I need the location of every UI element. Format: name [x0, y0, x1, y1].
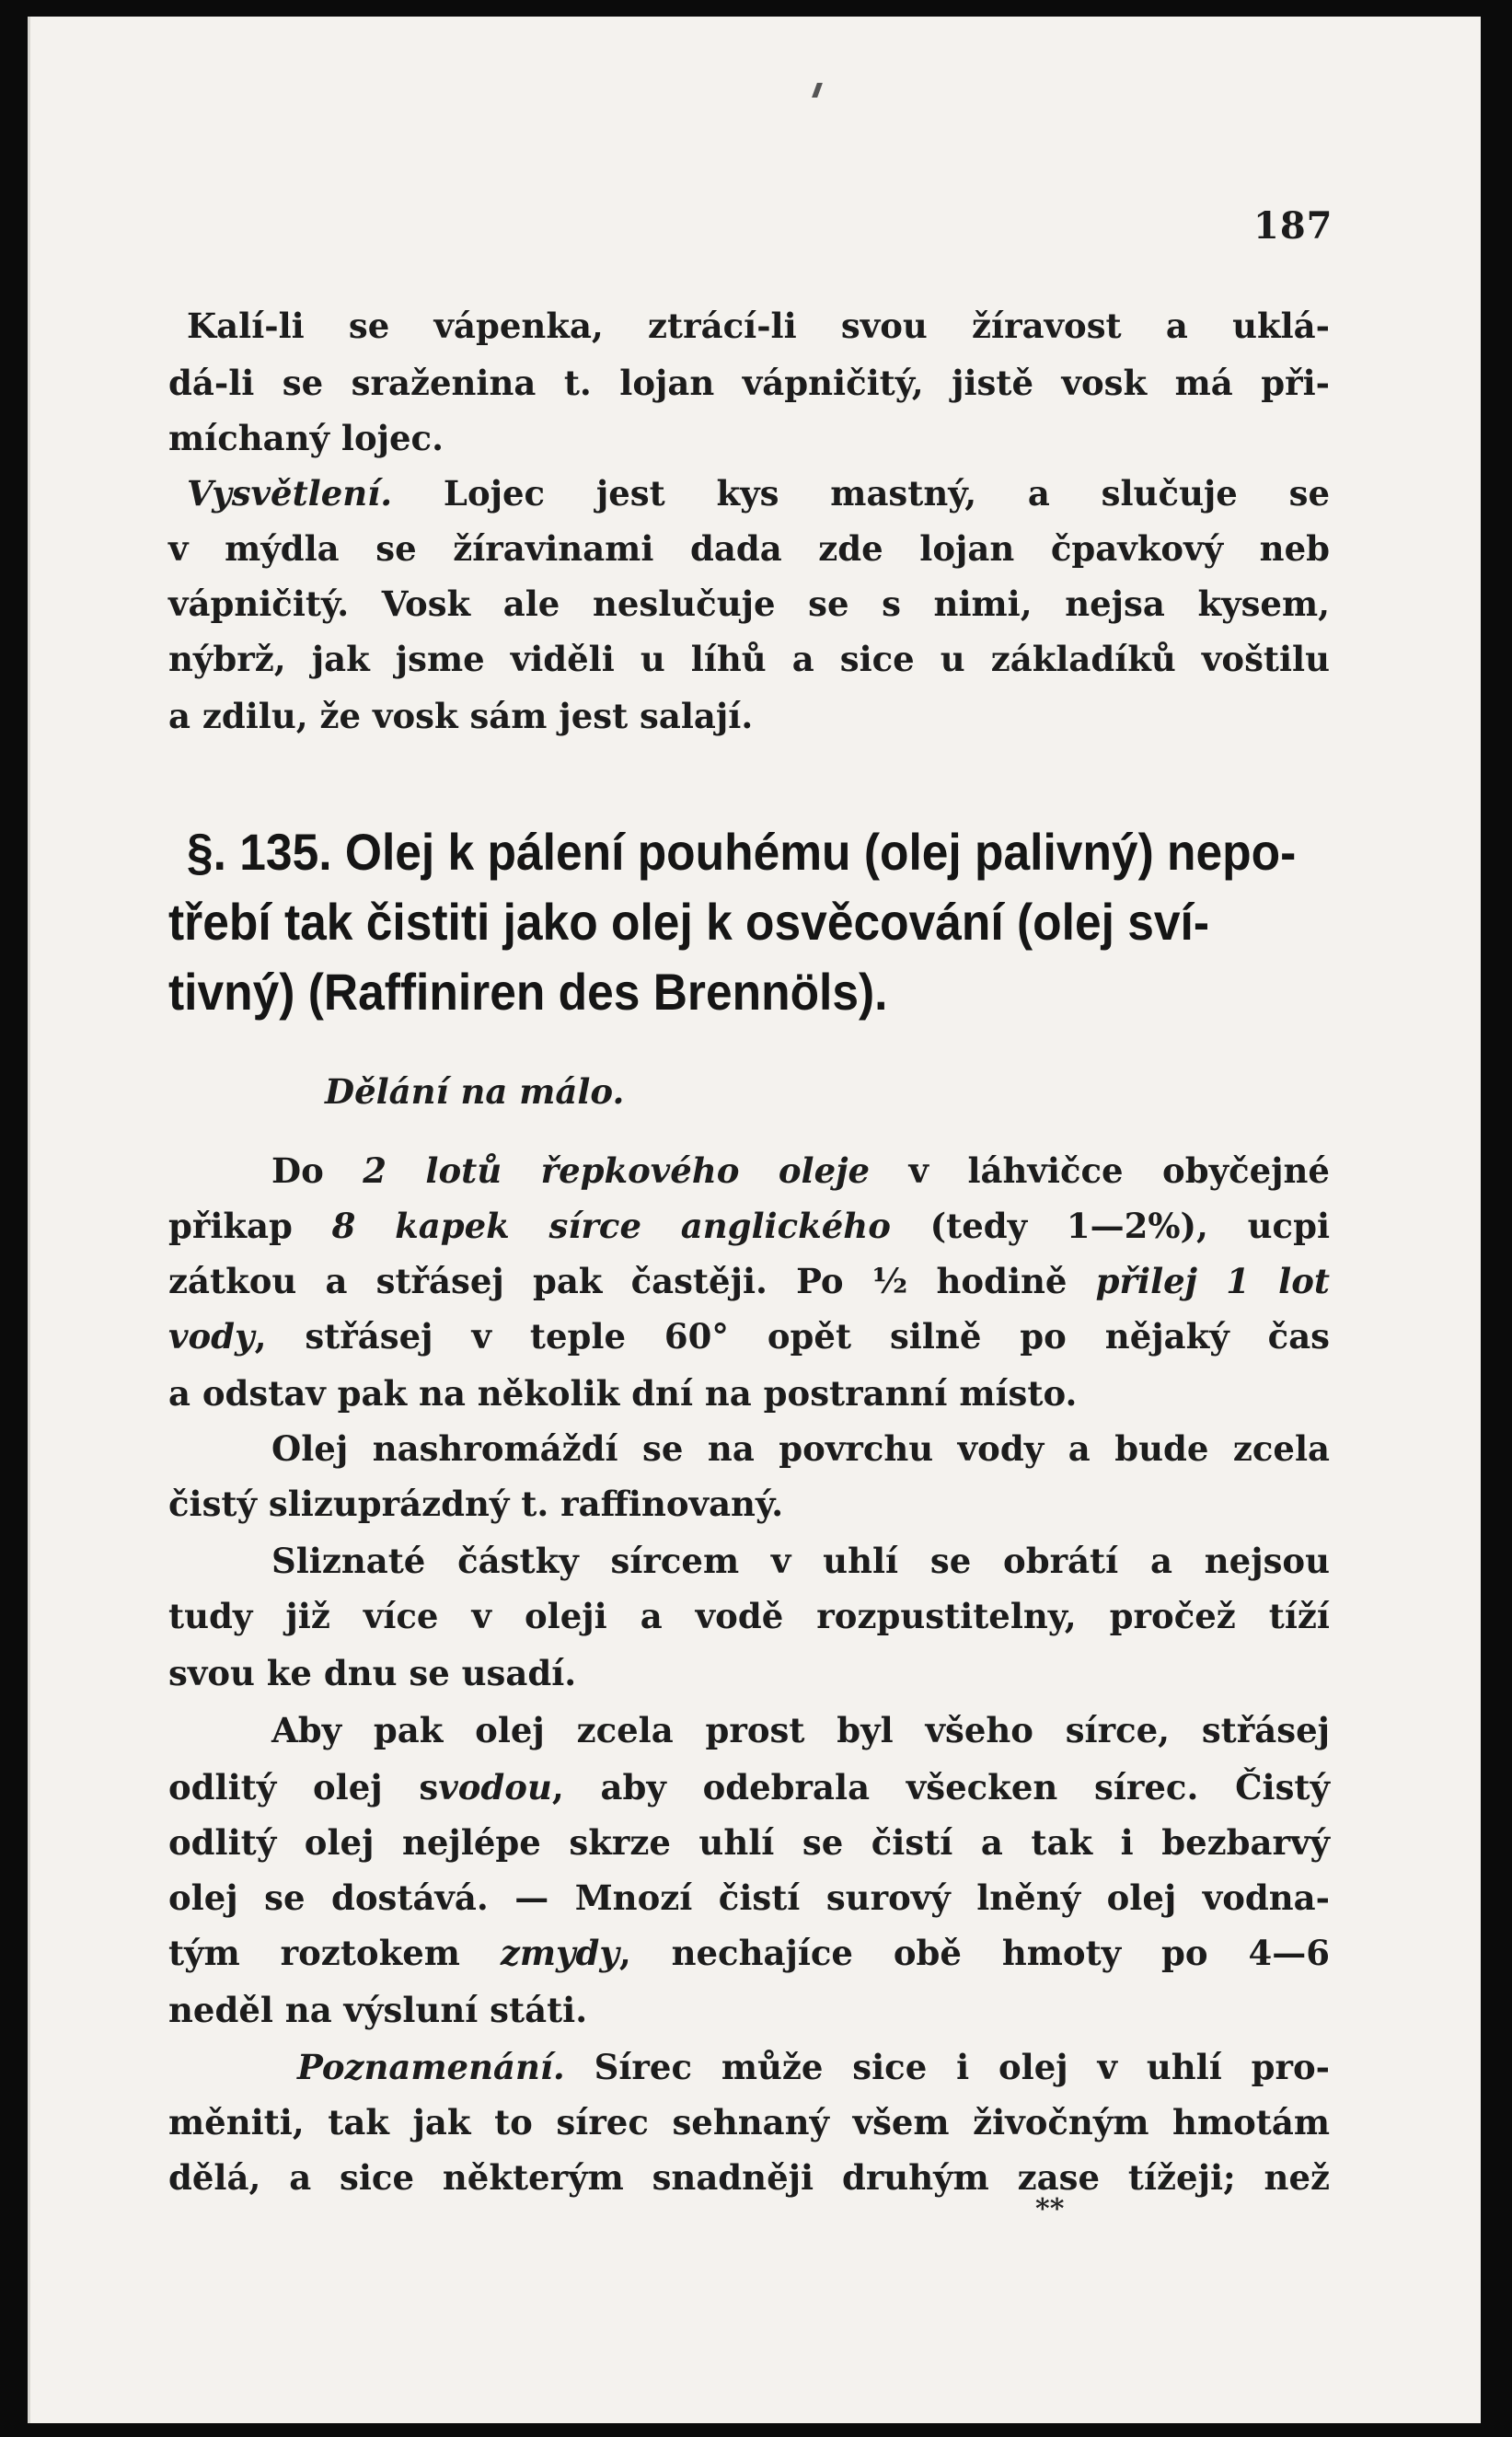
- text-fragment-italic: 8 kapek sírce anglického: [331, 1206, 891, 1246]
- text-line: dá-li se sraženina t. lojan vápničitý, jistě vosk má při-: [168, 363, 1330, 403]
- section-heading-line: §. 135. Olej k pálení pouhému (olej palivný) nepo-: [187, 823, 1297, 881]
- text-fragment: přikap: [168, 1206, 293, 1246]
- label-poznamenani: Poznamenání.: [297, 2047, 565, 2087]
- text-line: dělá, a sice některým snadněji druhým zase tížeji; než: [168, 2157, 1330, 2198]
- text-fragment-italic: vodou: [438, 1767, 552, 1808]
- text-fragment: (tedy 1—2%), ucpi: [929, 1206, 1331, 1246]
- ink-mark: [812, 83, 823, 98]
- text-line: [187, 473, 1330, 514]
- text-line: [168, 1206, 1331, 1246]
- text-fragment: zátkou a střásej pak častěji. Po ½ hodině: [168, 1261, 1068, 1301]
- text-line: [168, 1933, 1330, 1973]
- section-heading-line: třebí tak čistiti jako olej k osvěcování (olej sví-: [168, 893, 1210, 951]
- page-number: 187: [1253, 204, 1333, 248]
- text-line: Sliznaté částky sírcem v uhlí se obrátí a nejsou: [271, 1541, 1330, 1581]
- text-line: tudy již více v oleji a vodě rozpustitelny, pročež tíží: [168, 1596, 1330, 1636]
- label-vysvetleni: Vysvětlení.: [187, 473, 393, 514]
- text-line: a odstav pak na několik dní na postranní místo.: [168, 1373, 1078, 1414]
- text-line: odlitý olej nejlépe skrze uhlí se čistí a tak i bezbarvý: [168, 1822, 1330, 1863]
- text-fragment: , nechajíce obě hmoty po 4—6: [618, 1933, 1330, 1973]
- text-line: vápničitý. Vosk ale neslučuje se s nimi, nejsa kysem,: [168, 583, 1330, 624]
- text-line: nýbrž, jak jsme viděli u líhů a sice u základíků voštilu: [168, 639, 1330, 679]
- text-fragment: v láhvičce obyčejné: [908, 1150, 1330, 1191]
- footer-signature-mark: **: [1035, 2193, 1065, 2225]
- subheading: Dělání na málo.: [325, 1071, 625, 1112]
- text-line: Olej nashromáždí se na povrchu vody a bude zcela: [271, 1428, 1330, 1469]
- text-line: olej se dostává. — Mnozí čistí surový lněný olej vodna-: [168, 1877, 1330, 1918]
- text-line: [271, 1150, 1330, 1191]
- text-fragment-italic: zmydy: [500, 1933, 619, 1973]
- text-fragment-italic: vody: [168, 1316, 255, 1357]
- book-page: [28, 17, 1481, 2423]
- text-fragment: Lojec jest kys mastný, a slučuje se: [443, 473, 1330, 514]
- text-line: [168, 1767, 1330, 1808]
- text-line: [297, 2047, 1330, 2087]
- text-line: [168, 1316, 1330, 1357]
- text-line: a zdilu, že vosk sám jest salají.: [168, 696, 754, 736]
- text-line: svou ke dnu se usadí.: [168, 1653, 577, 1693]
- text-line: míchaný lojec.: [168, 418, 444, 458]
- text-fragment: Sírec může sice i olej v uhlí pro-: [594, 2047, 1330, 2087]
- text-line: v mýdla se žíravinami dada zde lojan čpavkový neb: [168, 528, 1330, 569]
- text-fragment: Do: [271, 1150, 324, 1191]
- text-line: Aby pak olej zcela prost byl všeho sírce, střásej: [271, 1710, 1330, 1750]
- text-line: Kalí-li se vápenka, ztrácí-li svou žíravost a uklá-: [187, 306, 1330, 346]
- text-line: měniti, tak jak to sírec sehnaný všem živočným hmotám: [168, 2102, 1330, 2142]
- text-fragment: odlitý olej s: [168, 1767, 439, 1808]
- text-fragment: , aby odebrala všecken sírec. Čistý: [551, 1767, 1330, 1808]
- text-fragment-italic: 2 lotů řepkového oleje: [363, 1150, 871, 1191]
- text-line: neděl na výsluní státi.: [168, 1990, 588, 2030]
- text-fragment: tým roztokem: [168, 1933, 460, 1973]
- section-heading-line: tivný) (Raffiniren des Brennöls).: [168, 963, 888, 1021]
- text-fragment-italic: přilej 1 lot: [1095, 1261, 1330, 1301]
- text-fragment: , střásej v teple 60° opět silně po nějaký čas: [254, 1316, 1330, 1357]
- text-line: čistý slizuprázdný t. raffinovaný.: [168, 1484, 784, 1524]
- text-line: [168, 1261, 1330, 1301]
